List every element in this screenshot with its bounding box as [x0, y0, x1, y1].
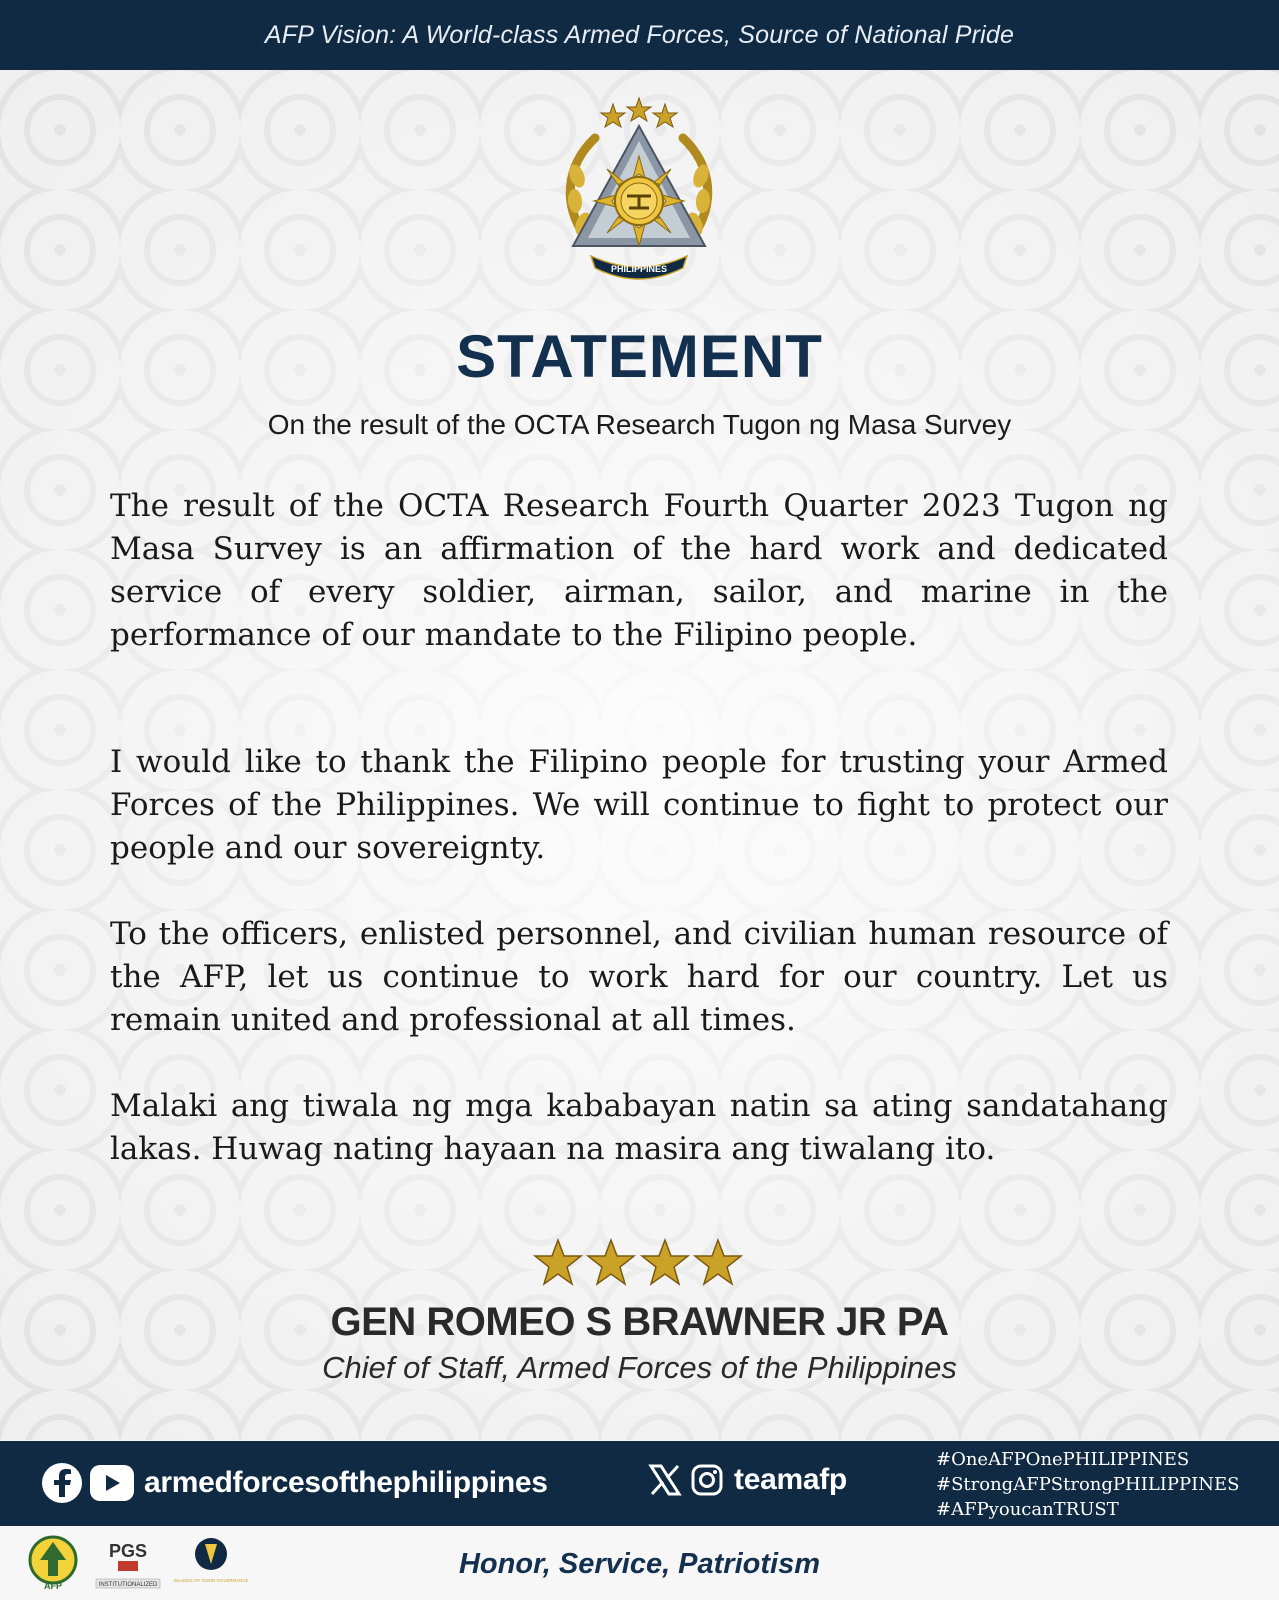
- signatory-name: GEN ROMEO S BRAWNER JR PA: [330, 1300, 949, 1344]
- hashtag[interactable]: #StrongAFPStrongPHILIPPINES: [936, 1474, 1240, 1495]
- motto-strip: [0, 1526, 1279, 1600]
- x-icon[interactable]: [648, 1463, 682, 1497]
- instagram-icon[interactable]: [690, 1463, 724, 1497]
- islands-label: ISLANDS OF GOOD GOVERNANCE: [173, 1578, 249, 1583]
- facebook-youtube-group[interactable]: [42, 1463, 548, 1503]
- facebook-icon[interactable]: [42, 1463, 82, 1503]
- social-footer: [0, 1441, 1279, 1526]
- vision-banner: [0, 0, 1279, 70]
- youtube-icon[interactable]: [90, 1465, 134, 1501]
- x-instagram-handle[interactable]: teamafp: [734, 1463, 847, 1496]
- afp-motto: Honor, Service, Patriotism: [458, 1548, 820, 1580]
- pgs-logo-text: PGS: [108, 1541, 148, 1561]
- star-icon: [586, 1238, 636, 1288]
- statement-paragraph-2: I would like to thank the Filipino people for trusting your Armed Forces of the Philippines. We will continue to fight to protect our people and our sovereignty.: [110, 744, 1168, 866]
- statement-paragraph-3: To the officers, enlisted personnel, and civilian human resource of the AFP, let us continue to work hard for our country. Let us remain united and professional at all times.: [110, 916, 1168, 1038]
- facebook-youtube-handle[interactable]: armedforcesofthephilippines: [144, 1466, 548, 1499]
- star-icon: [640, 1238, 690, 1288]
- hashtag[interactable]: #AFPyoucanTRUST: [936, 1499, 1119, 1520]
- vision-text: AFP Vision: A World-class Armed Forces, Source of National Pride: [264, 20, 1015, 49]
- statement-title: STATEMENT: [456, 323, 823, 390]
- statement-paragraph-4: Malaki ang tiwala ng mga kababayan natin sa ating sandatahang lakas. Huwag nating hayaan na masira ang tiwalang ito.: [110, 1088, 1168, 1167]
- hashtag[interactable]: #OneAFPOnePHILIPPINES: [936, 1449, 1190, 1470]
- pgs-label: INSTITUTIONALIZED: [98, 1582, 158, 1588]
- afp-badge-text: AFP: [44, 1581, 62, 1591]
- signatory-title: Chief of Staff, Armed Forces of the Philippines: [322, 1350, 957, 1385]
- star-icon: [693, 1238, 743, 1288]
- star-icon: [533, 1238, 583, 1288]
- x-instagram-group[interactable]: [648, 1463, 847, 1497]
- statement-paragraph-1: The result of the OCTA Research Fourth Quarter 2023 Tugon ng Masa Survey is an affirmation of the hard work and dedicated service of every soldier, airman, sailor, and marine in the performance of our mandate to the Filipino people.: [110, 488, 1168, 653]
- hashtag-list: [936, 1447, 1239, 1522]
- rank-stars: [533, 1238, 743, 1294]
- seal-ribbon-text: PHILIPPINES: [610, 264, 668, 274]
- afp-seal-icon: [555, 96, 723, 288]
- statement-subtitle: On the result of the OCTA Research Tugon ng Masa Survey: [267, 409, 1012, 440]
